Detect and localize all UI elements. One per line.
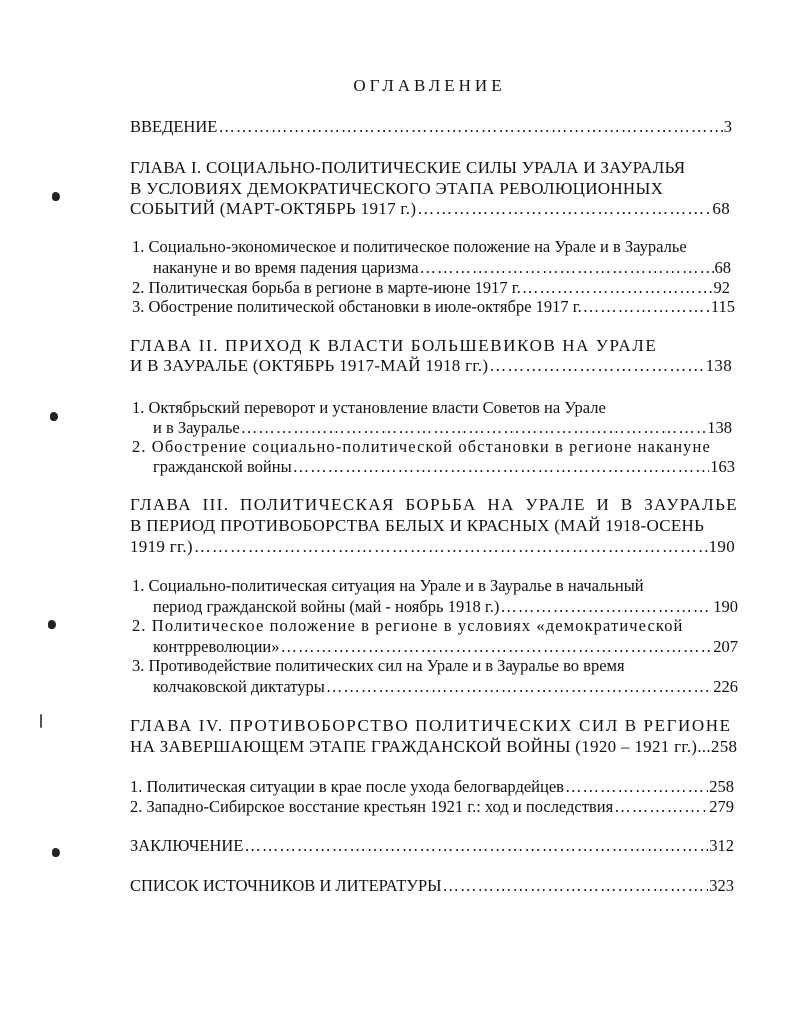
toc-entry-label: ЗАКЛЮЧЕНИЕ [130,836,244,855]
toc-entry-conclusion [130,836,734,856]
toc-entry-page: 163 [710,457,735,476]
section-2-2-line-2 [153,457,735,477]
dot-leader [417,199,711,219]
chapter-3-title-line-1: ГЛАВА III. ПОЛИТИЧЕСКАЯ БОРЬБА НА УРАЛЕ И В ЗАУРАЛЬЕ [130,495,739,514]
toc-entry-page: 68 [714,258,731,277]
section-4-2 [130,797,734,817]
dot-leader [500,597,712,617]
dot-leader [241,418,707,438]
section-2-2-line-1: 2. Обострение социально-политической обстановки в регионе накануне [132,437,711,456]
binding-hole-mark [50,412,58,421]
dot-leader [194,537,708,557]
toc-entry-page: 207 [713,637,738,656]
chapter-2-title-line-2 [130,356,732,376]
dot-leader [489,356,704,376]
toc-entry-page: 68 [712,199,730,218]
dot-leader [522,278,713,298]
section-2-1-line-2 [153,418,732,438]
toc-entry-page: 138 [705,356,732,375]
toc-entry-page: 138 [707,418,732,437]
section-1-3 [132,297,735,317]
toc-entry-label: гражданской войны [153,457,292,476]
toc-entry-page: 312 [709,836,734,855]
toc-entry-label: СОБЫТИЙ (МАРТ-ОКТЯБРЬ 1917 г.) [130,199,417,218]
dot-leader [420,258,714,278]
dot-leader [583,297,710,317]
dot-leader [281,637,713,657]
toc-entry-label: накануне и во время падения царизма [153,258,419,277]
toc-entry-label: 1. Политическая ситуации в крае после ухода белогвардейцев [130,777,564,796]
dot-leader [244,836,708,856]
toc-entry-label: 3. Обострение политической обстановки в июле-октябре 1917 г. [132,297,582,316]
chapter-1-title-line-2: В УСЛОВИЯХ ДЕМОКРАТИЧЕСКОГО ЭТАПА РЕВОЛЮЦИОННЫХ [130,179,664,198]
section-1-1-line-1: 1. Социально-экономическое и политическое положение на Урале и в Зауралье [132,237,687,256]
toc-entry-label: колчаковской диктатуры [153,677,325,696]
toc-entry-label: 2. Западно-Сибирское восстание крестьян 1921 г.: ход и последствия [130,797,614,816]
page-title: ОГЛАВЛЕНИЕ [353,76,506,95]
chapter-1-title-line-1: ГЛАВА I. СОЦИАЛЬНО-ПОЛИТИЧЕСКИЕ СИЛЫ УРАЛА И ЗАУРАЛЬЯ [130,158,686,177]
toc-entry-label: И В ЗАУРАЛЬЕ (ОКТЯБРЬ 1917-МАЙ 1918 гг.) [130,356,489,375]
toc-entry-label: и в Зауралье [153,418,240,437]
toc-entry-page: 3 [723,117,732,136]
binding-hole-mark [52,848,60,857]
toc-entry-label: контрреволюции» [153,637,280,656]
toc-entry-label: 2. Политическая борьба в регионе в марте-июне 1917 г. [132,278,521,297]
section-1-1-line-2 [153,258,731,278]
toc-entry-label: СПИСОК ИСТОЧНИКОВ И ЛИТЕРАТУРЫ [130,876,442,895]
toc-entry-page: 115 [710,297,735,316]
toc-entry-label: 1919 гг.) [130,537,193,556]
toc-entry-page: 190 [708,537,735,556]
section-3-3-line-1: 3. Противодействие политических сил на Урале и в Зауралье во время [132,656,625,675]
section-1-2 [132,278,730,298]
section-3-2-line-2 [153,637,738,657]
section-4-1 [130,777,734,797]
section-3-3-line-2 [153,677,738,697]
binding-hole-mark [52,192,60,201]
toc-entry-page: 323 [709,876,734,895]
toc-entry-page: 258 [709,777,734,796]
toc-entry-references [130,876,734,896]
toc-entry-page: 190 [713,597,738,616]
chapter-2-title-line-1: ГЛАВА II. ПРИХОД К ВЛАСТИ БОЛЬШЕВИКОВ НА УРАЛЕ [130,336,658,355]
toc-entry-page: 279 [709,797,734,816]
dot-leader [293,457,710,477]
section-3-2-line-1: 2. Политическое положение в регионе в условиях «демократической [132,616,684,635]
toc-entry-label: НА ЗАВЕРШАЮЩЕМ ЭТАПЕ ГРАЖДАНСКОЙ ВОЙНЫ (1920 – 1921 гг.)... [130,737,711,756]
section-2-1-line-1: 1. Октябрьский переворот и установление власти Советов на Урале [132,398,606,417]
chapter-3-title-line-2: В ПЕРИОД ПРОТИВОБОРСТВА БЕЛЫХ И КРАСНЫХ (МАЙ 1918-ОСЕНЬ [130,516,705,535]
toc-entry-label: ВВЕДЕНИЕ [130,117,218,136]
section-3-1-line-2 [153,597,738,617]
chapter-4-title-line-1: ГЛАВА IV. ПРОТИВОБОРСТВО ПОЛИТИЧЕСКИХ СИЛ В РЕГИОНЕ [130,716,732,735]
chapter-4-title-line-2 [130,737,737,757]
binding-hole-mark [40,714,42,728]
toc-entry-page: 92 [713,278,730,297]
toc-entry-introduction [130,117,732,137]
dot-leader [565,777,708,797]
chapter-3-title-line-3 [130,537,735,557]
dot-leader [443,876,709,896]
dot-leader [614,797,708,817]
toc-entry-page: 258 [710,737,738,756]
dot-leader [218,117,722,137]
dot-leader [326,677,712,697]
binding-hole-mark [48,620,56,629]
toc-entry-page: 226 [713,677,738,696]
section-3-1-line-1: 1. Социально-политическая ситуация на Урале и в Зауралье в начальный [132,576,644,595]
chapter-1-title-line-3 [130,199,730,219]
toc-entry-label: период гражданской войны (май - ноябрь 1918 г.) [153,597,500,616]
